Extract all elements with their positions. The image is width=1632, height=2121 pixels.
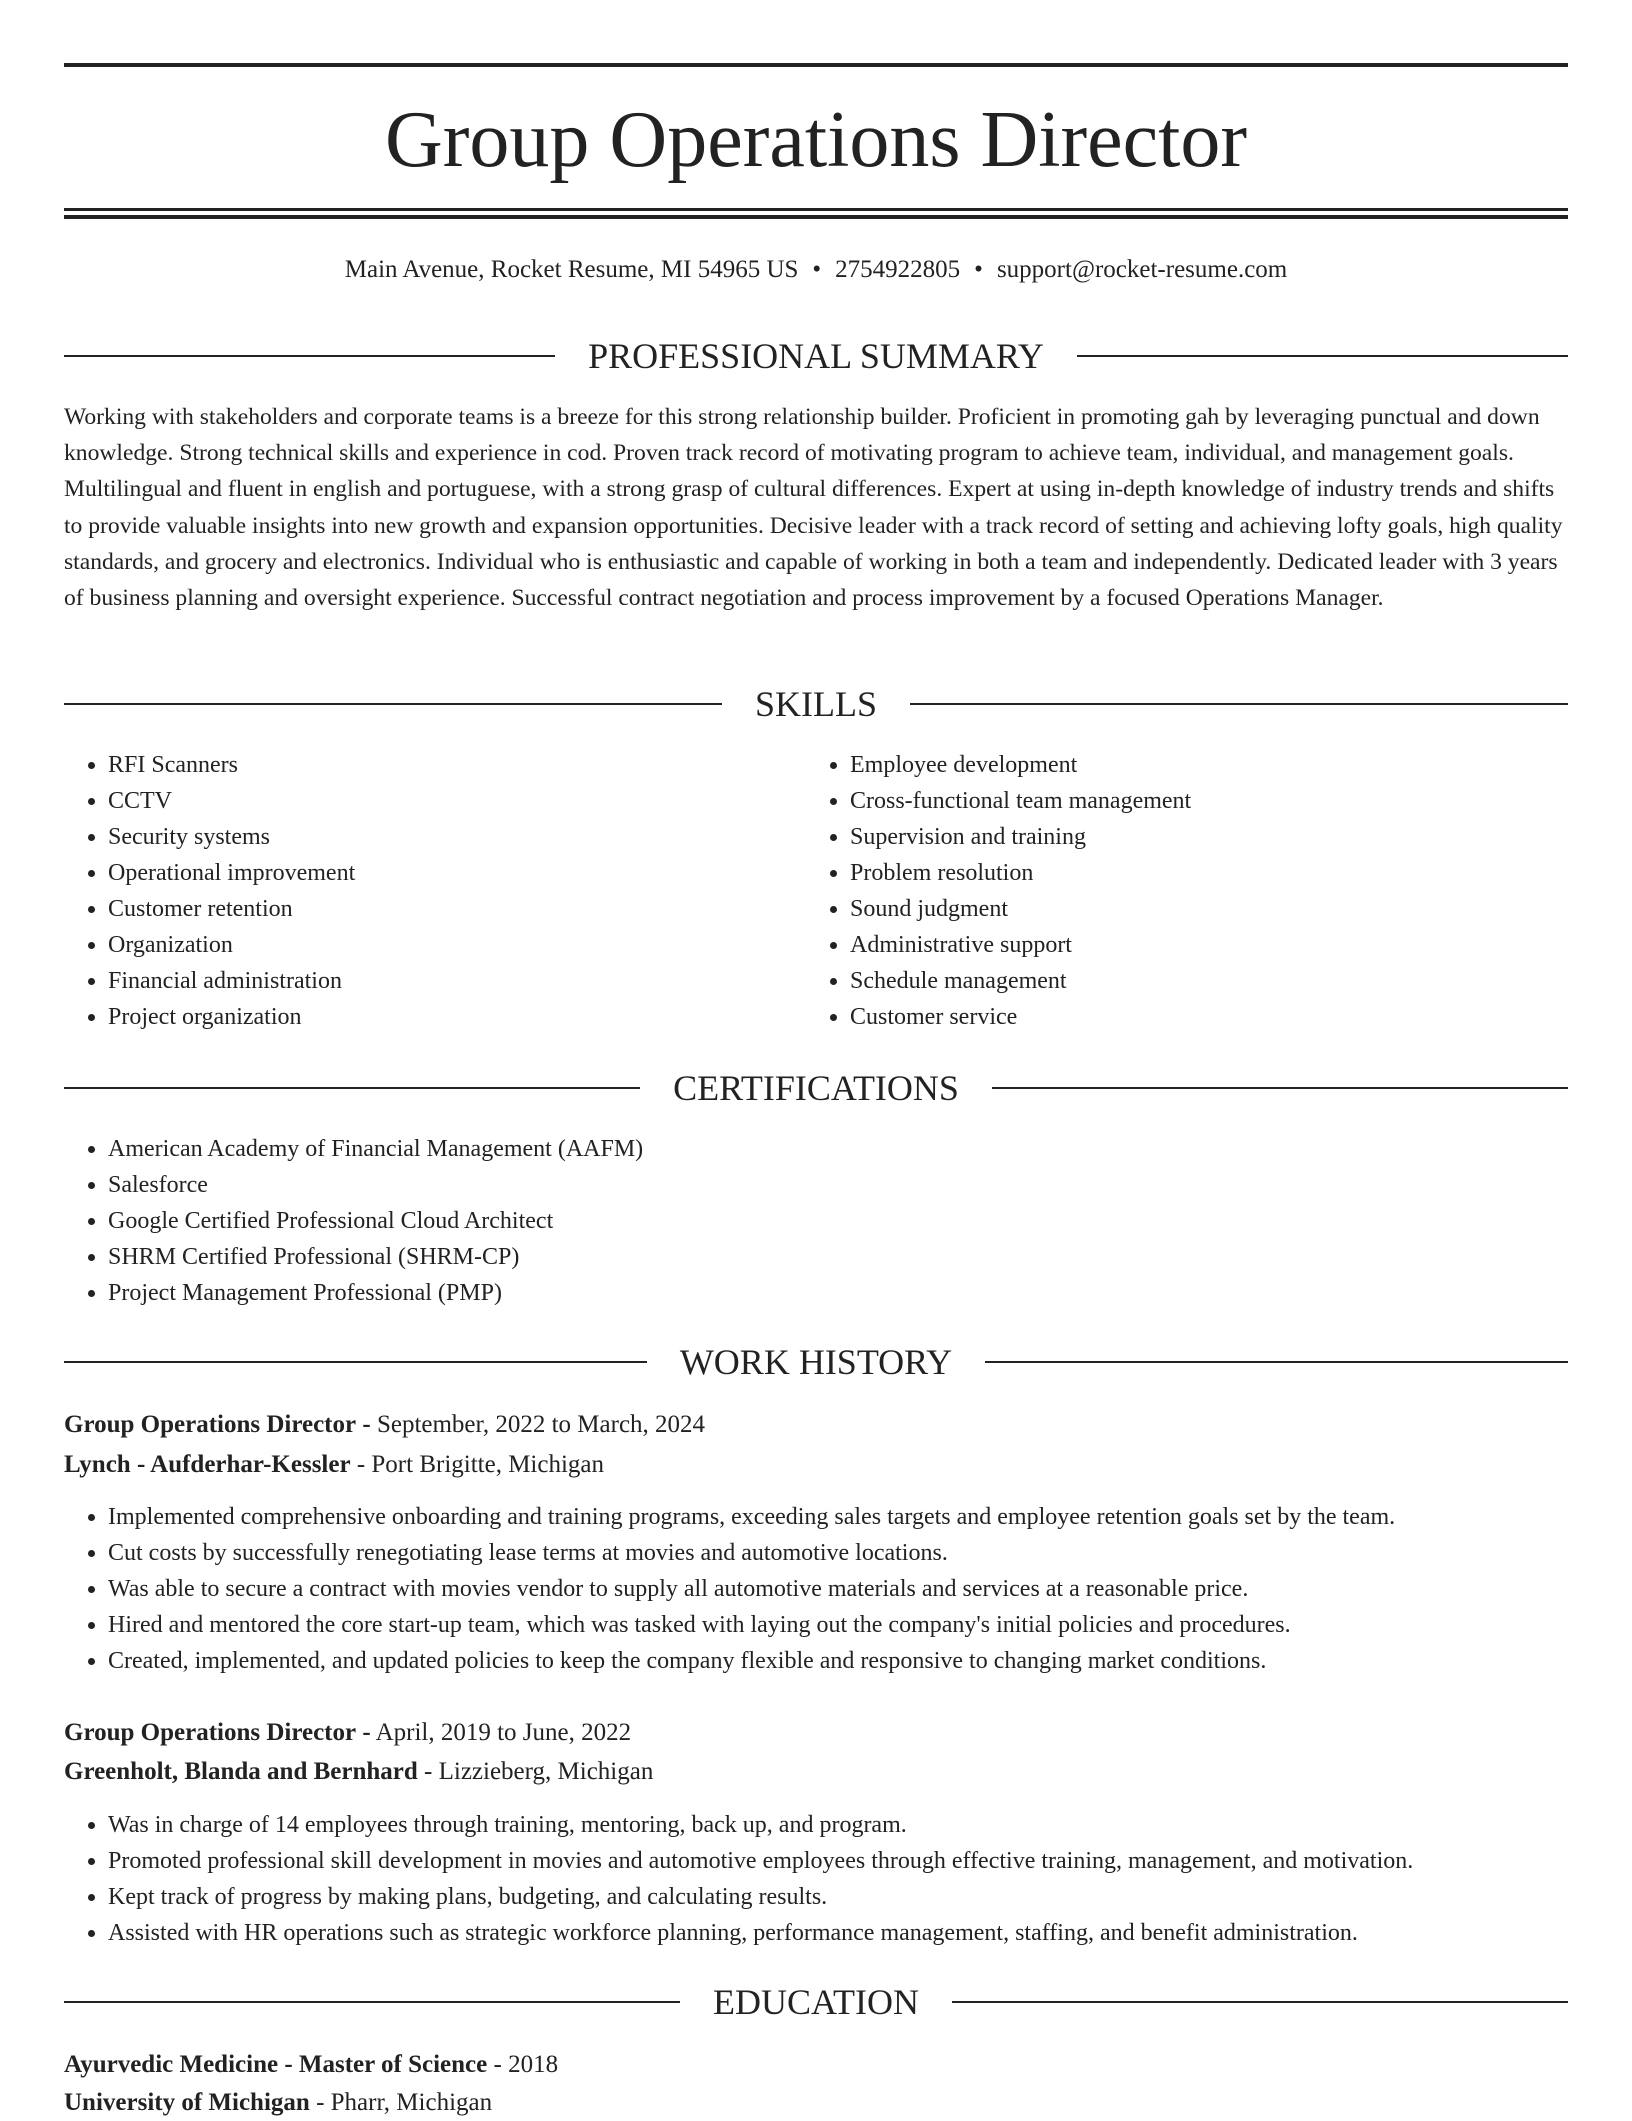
skills-right-column [806,747,1546,1035]
job-location: Port Brigitte, Michigan [371,1451,605,1478]
job-bullet: • Assisted with HR operations such as strategic workforce planning, performance management, staffing, and benefit administration. [108,1915,1568,1951]
job-bullet: • Hired and mentored the core start-up team, which was tasked with laying out the company's initial policies and procedures. [108,1607,1568,1643]
job-bullet: • Promoted professional skill development in movies and automotive employees through effective training, management, and motivation. [108,1843,1568,1879]
job-dates: April, 2019 to June, 2022 [375,1719,632,1746]
job-company: Lynch - Aufderhar-Kessler [64,1451,351,1478]
job-bullet: • Created, implemented, and updated policies to keep the company flexible and responsive to changing market conditions. [108,1643,1568,1679]
page-title: Group Operations Director [385,96,1247,184]
dash: - [493,2051,502,2078]
heading-rule [952,2001,1568,2003]
job-location: Lizzieberg, Michigan [438,1758,654,1785]
top-rule [64,63,1568,67]
skill-item: • Customer retention [108,891,804,927]
education-degree: Ayurvedic Medicine - Master of Science [64,2051,488,2078]
skills-list-left [64,747,804,1035]
education-school: University of Michigan [64,2089,310,2116]
job-bullet: • Was able to secure a contract with movies vendor to supply all automotive materials and services at a reasonable price. [108,1571,1568,1607]
skill-item: • Cross-functional team management [850,783,1546,819]
skill-item: • CCTV [108,783,804,819]
skill-item: • Organization [108,927,804,963]
certification-item: • Salesforce [108,1167,1568,1203]
job-company: Greenholt, Blanda and Bernhard [64,1758,418,1785]
certification-item: • SHRM Certified Professional (SHRM-CP) [108,1239,1568,1275]
section-heading-label: PROFESSIONAL SUMMARY [588,336,1044,376]
contact-phone: 2754922805 [835,256,961,283]
skill-item: • Customer service [850,999,1546,1035]
dash: - [362,1719,371,1746]
dash: - [424,1758,433,1785]
job-title-line [64,1715,1568,1751]
skill-item: • Schedule management [850,963,1546,999]
section-heading-label: CERTIFICATIONS [673,1068,959,1108]
job-bullets-block [64,1807,1568,1951]
education-degree-line [64,2047,1568,2083]
section-heading-label: SKILLS [755,684,878,724]
skill-item: • Sound judgment [850,891,1546,927]
section-heading-certifications [64,1066,1568,1110]
skill-item: • Financial administration [108,963,804,999]
job-title: Group Operations Director [64,1719,357,1746]
contact-separator: • [812,256,822,283]
skill-item: • Security systems [108,819,804,855]
skill-item: • Supervision and training [850,819,1546,855]
job-dates: September, 2022 to March, 2024 [376,1411,706,1438]
skill-item: • Project organization [108,999,804,1035]
section-heading-education [64,1980,1568,2024]
skill-item: • Operational improvement [108,855,804,891]
heading-rule [64,2001,680,2003]
education-location: Pharr, Michigan [330,2089,493,2116]
contact-separator: • [974,256,983,283]
certification-item: • Google Certified Professional Cloud Architect [108,1203,1568,1239]
title-double-rule [64,208,1568,219]
contact-email: support@rocket-resume.com [996,256,1288,283]
job-title-line [64,1407,1568,1443]
heading-rule [64,703,722,705]
certification-item: • Project Management Professional (PMP) [108,1275,1568,1311]
job-bullet: • Cut costs by successfully renegotiating lease terms at movies and automotive locations. [108,1535,1568,1571]
heading-rule [64,1361,647,1363]
job-company-line [64,1754,1568,1790]
section-heading-skills [64,682,1568,726]
section-heading-summary [64,334,1568,378]
job-bullets [64,1807,1568,1951]
heading-rule [64,355,555,357]
skill-item: • Problem resolution [850,855,1546,891]
section-heading-work-history [64,1340,1568,1384]
dash: - [362,1411,371,1438]
education-year: 2018 [508,2051,559,2078]
certifications-block [64,1131,1568,1311]
job-title: Group Operations Director [64,1411,357,1438]
education-school-line [64,2085,1568,2121]
contact-address: Main Avenue, Rocket Resume, MI 54965 US [344,256,799,283]
certification-item: • American Academy of Financial Management (AAFM) [108,1131,1568,1167]
heading-rule [910,703,1568,705]
job-bullets [64,1499,1568,1679]
heading-rule [985,1361,1568,1363]
job-bullet: • Was in charge of 14 employees through training, mentoring, back up, and program. [108,1807,1568,1843]
skill-item: • Employee development [850,747,1546,783]
heading-rule [64,1087,640,1089]
skills-left-column [64,747,804,1035]
section-heading-label: WORK HISTORY [679,1342,953,1382]
skills-list-right [806,747,1546,1035]
section-heading-label: EDUCATION [713,1982,919,2022]
skill-item: • Administrative support [850,927,1546,963]
certifications-list [64,1131,1568,1311]
job-bullet: • Implemented comprehensive onboarding and training programs, exceeding sales targets and employee retention goals set by the team. [108,1499,1568,1535]
contact-line [64,252,1568,288]
skill-item: • RFI Scanners [108,747,804,783]
heading-rule [1077,355,1568,357]
job-bullets-block [64,1499,1568,1679]
dash: - [316,2089,325,2116]
summary-text: Working with stakeholders and corporate teams is a breeze for this strong relationship builder. Proficient in promoting gah by leveraging punctual and down knowledge. Strong technical skills and experience in cod. Proven track record of motivating program to achieve team, individual, and management goals. Multilingual and fluent in english and portuguese, with a strong grasp of cultural differences. Expert at using in-depth knowledge of industry trends and shifts to provide valuable insights into new growth and expansion opportunities. Decisive leader with a track record of setting and achieving lofty goals, high quality standards, and grocery and electronics. Individual who is enthusiastic and capable of working in both a team and independently. Dedicated leader with 3 years of business planning and oversight experience. Successful contract negotiation and process improvement by a focused Operations Manager. [64,404,1563,612]
dash: - [356,1451,366,1478]
job-bullet: • Kept track of progress by making plans, budgeting, and calculating results. [108,1879,1568,1915]
job-company-line [64,1447,1568,1483]
heading-rule [992,1087,1568,1089]
